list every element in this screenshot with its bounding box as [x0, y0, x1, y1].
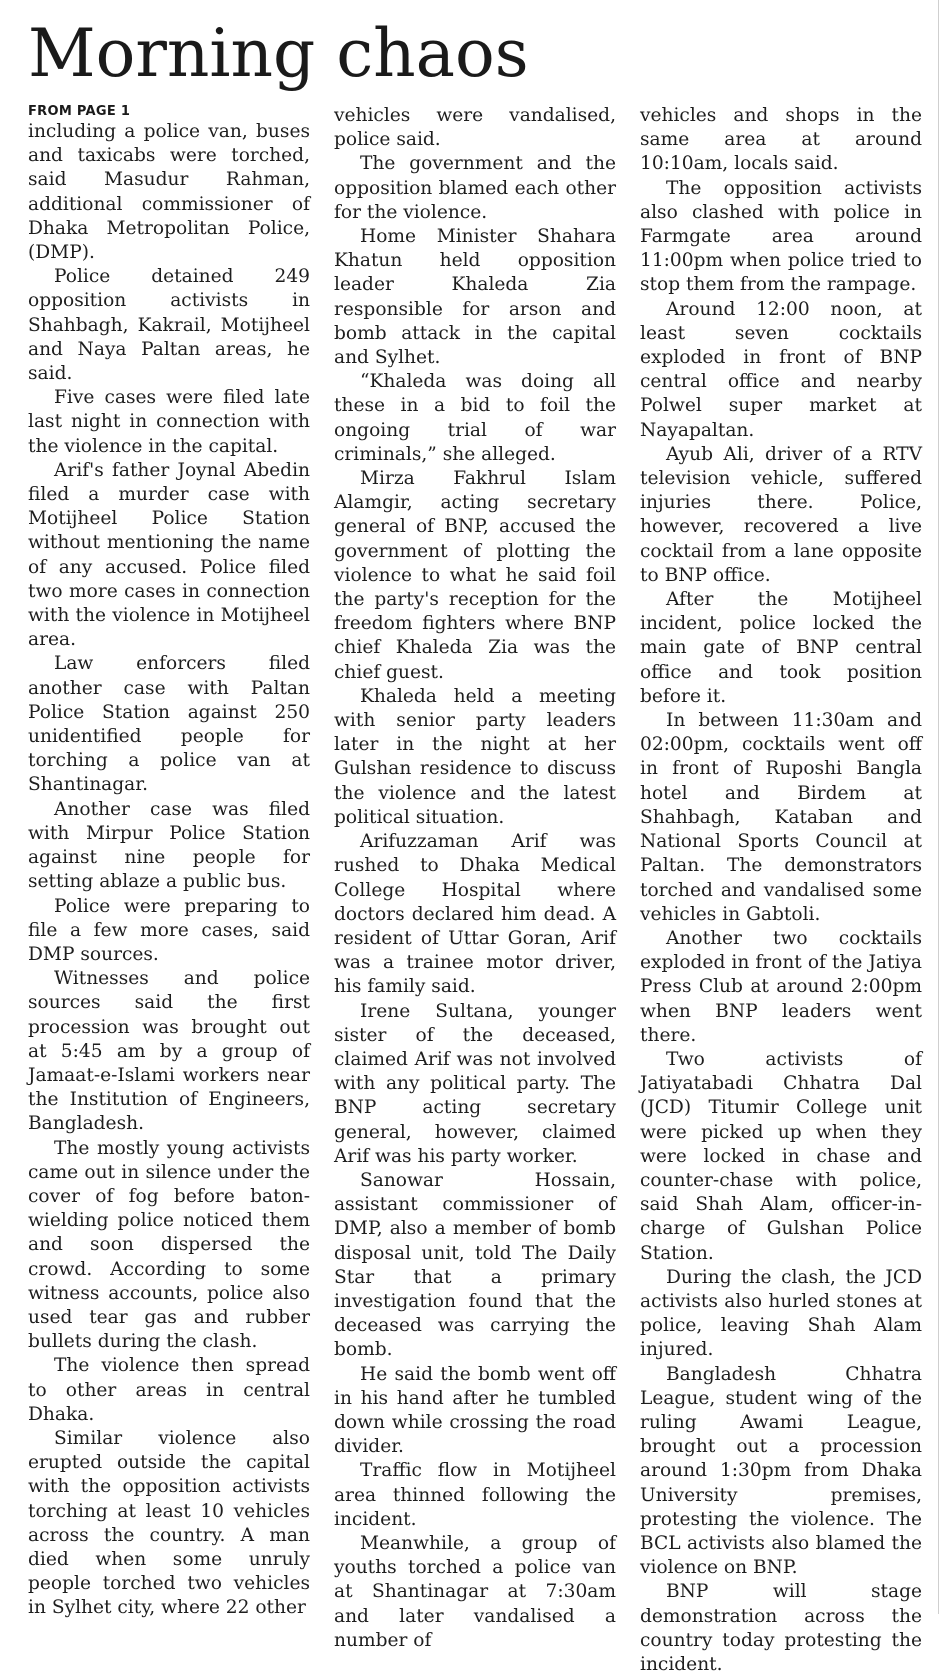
paragraph: Ayub Ali, driver of a RTV television vehicle, suffered injuries there. Police, however, recovered a live cocktail from a lane opposite to BNP office.: [640, 443, 922, 586]
paragraph: including a police van, buses and taxicabs were torched, said Masudur Rahman, additional commissioner of Dhaka Metropolitan Police, (DMP).: [28, 121, 310, 264]
paragraph: Arif's father Joynal Abedin filed a murder case with Motijheel Police Station without mentioning the name of any accused. Police filed two more cases in connection with the violence in Motijheel area.: [28, 459, 310, 651]
paragraph: Police detained 249 opposition activists in Shahbagh, Kakrail, Motijheel and Naya Paltan areas, he said.: [28, 266, 310, 385]
paragraph: vehicles and shops in the same area at around 10:10am, locals said.: [640, 105, 922, 175]
paragraph: Two activists of Jatiyatabadi Chhatra Dal (JCD) Titumir College unit were picked up when they were locked in chase and counter-chase with police, said Shah Alam, officer-in-charge of Gulshan Police Station.: [640, 1048, 922, 1264]
paragraph: Around 12:00 noon, at least seven cocktails exploded in front of BNP central office and nearby Polwel super market at Nayapaltan.: [640, 298, 922, 441]
paragraph: Witnesses and police sources said the first procession was brought out at 5:45 am by a group of Jamaat-e-Islami workers near the Institution of Engineers, Bangladesh.: [28, 968, 310, 1135]
continuation-kicker: FROM PAGE 1: [28, 104, 131, 119]
article-column-3: [640, 104, 922, 1675]
paragraph: Mirza Fakhrul Islam Alamgir, acting secretary general of BNP, accused the government of plotting the violence to what he said foil the party's reception for the freedom fighters where BNP chief Khaleda Zia was the chief guest.: [334, 468, 616, 683]
paragraph: The mostly young activists came out in silence under the cover of fog before baton-wielding police noticed them and soon dispersed the crowd. According to some witness accounts, police also used tear gas and rubber bullets during the clash.: [28, 1137, 310, 1353]
paragraph: Another two cocktails exploded in front of the Jatiya Press Club at around 2:00pm when BNP leaders went there.: [640, 927, 922, 1046]
paragraph: Law enforcers filed another case with Paltan Police Station against 250 unidentified people for torching a police van at Shantinagar.: [28, 653, 310, 796]
paragraph: Arifuzzaman Arif was rushed to Dhaka Medical College Hospital where doctors declared him dead. A resident of Uttar Goran, Arif was a trainee motor driver, his family said.: [334, 831, 616, 998]
paragraph: Khaleda held a meeting with senior party leaders later in the night at her Gulshan residence to discuss the violence and the latest political situation.: [334, 685, 616, 828]
paragraph: Traffic flow in Motijheel area thinned following the incident.: [334, 1460, 616, 1530]
headline: Morning chaos: [28, 15, 529, 92]
paragraph: vehicles were vandalised, police said.: [334, 105, 616, 151]
article-column-2: [334, 104, 616, 1651]
paragraph: Five cases were filed late last night in connection with the violence in the capital.: [28, 387, 310, 457]
paragraph: Bangladesh Chhatra League, student wing of the ruling Awami League, brought out a procession around 1:30pm from Dhaka University premises, protesting the violence. The BCL activists also blamed the violence on BNP.: [640, 1363, 922, 1579]
paragraph: Home Minister Shahara Khatun held opposition leader Khaleda Zia responsible for arson and bomb attack in the capital and Sylhet.: [334, 226, 616, 369]
paragraph: “Khaleda was doing all these in a bid to foil the ongoing trial of war criminals,” she alleged.: [334, 371, 616, 465]
article-column-1: [28, 104, 310, 1619]
paragraph: The government and the opposition blamed each other for the violence.: [334, 153, 616, 223]
paragraph: The opposition activists also clashed with police in Farmgate area around 11:00pm when police tried to stop them from the rampage.: [640, 177, 922, 296]
paragraph: Sanowar Hossain, assistant commissioner of DMP, also a member of bomb disposal unit, told The Daily Star that a primary investigation found that the deceased was carrying the bomb.: [334, 1169, 616, 1361]
paragraph: After the Motijheel incident, police locked the main gate of BNP central office and took position before it.: [640, 589, 922, 707]
article-body: [28, 104, 924, 1675]
paragraph: In between 11:30am and 02:00pm, cocktails went off in front of Ruposhi Bangla hotel and Birdem at Shahbagh, Kataban and National Sports Council at Paltan. The demonstrators torched and vandalised some vehicles in Gabtoli.: [640, 710, 922, 925]
paragraph: BNP will stage demonstration across the country today protesting the incident.: [640, 1581, 922, 1675]
paragraph: During the clash, the JCD activists also hurled stones at police, leaving Shah Alam injured.: [640, 1266, 922, 1361]
paragraph: Similar violence also erupted outside the capital with the opposition activists torching at least 10 vehicles across the country. A man died when some unruly people torched two vehicles in Sylhet city, where 22 other: [28, 1427, 310, 1619]
paragraph: Police were preparing to file a few more cases, said DMP sources.: [28, 895, 310, 965]
paragraph: Irene Sultana, younger sister of the deceased, claimed Arif was not involved with any political party. The BNP acting secretary general, however, claimed Arif was his party worker.: [334, 1000, 616, 1167]
paragraph: Meanwhile, a group of youths torched a police van at Shantinagar at 7:30am and later vandalised a number of: [334, 1532, 616, 1651]
paragraph: The violence then spread to other areas in central Dhaka.: [28, 1355, 310, 1425]
paragraph: He said the bomb went off in his hand after he tumbled down while crossing the road divider.: [334, 1363, 616, 1458]
paragraph: Another case was filed with Mirpur Police Station against nine people for setting ablaze a public bus.: [28, 798, 310, 893]
